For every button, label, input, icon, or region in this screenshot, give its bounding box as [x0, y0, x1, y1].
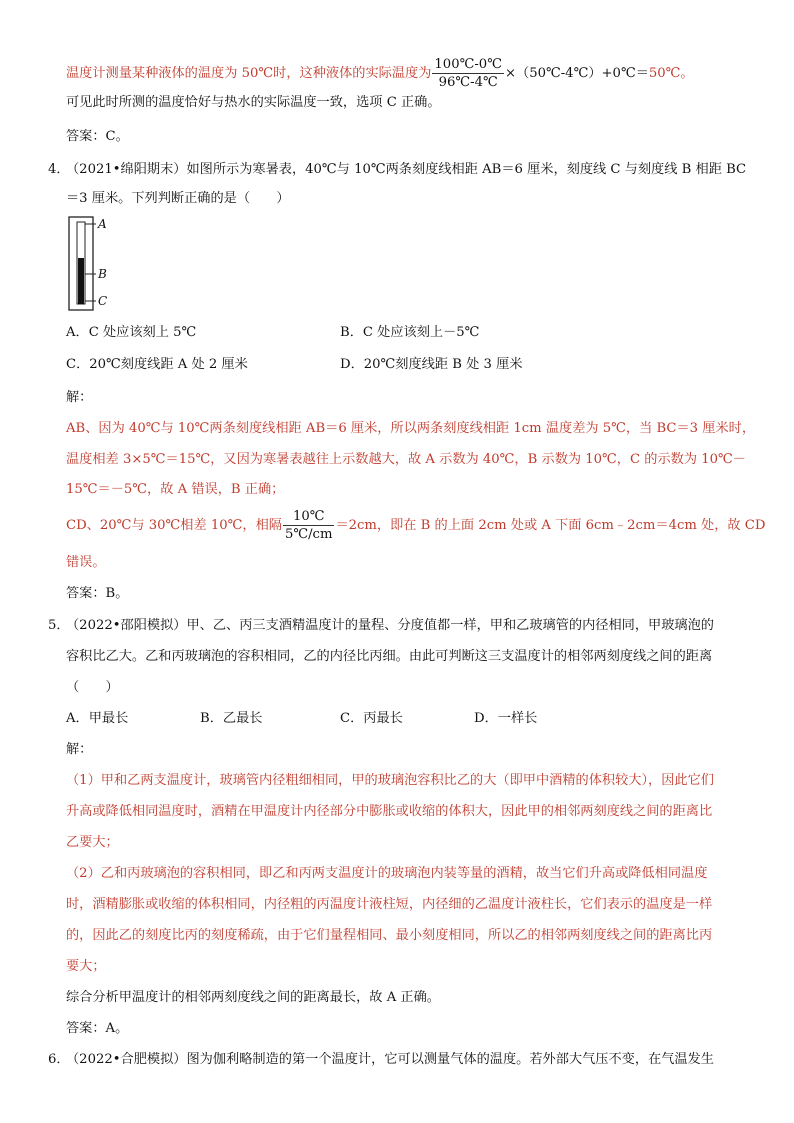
q3-calc-line — [66, 56, 694, 91]
q3-frac-num: 100℃-0℃ — [434, 57, 502, 72]
q4-option-c: C．20℃刻度线距 A 处 2 厘米 — [66, 357, 248, 372]
q5-sol-line8: 综合分析甲温度计的相邻两刻度线之间的距离最长，故 A 正确。 — [66, 990, 440, 1005]
q5-sol-line3: 乙要大； — [66, 835, 119, 850]
q3-conclusion: 可见此时所测的温度恰好与热水的实际温度一致，选项 C 正确。 — [66, 95, 441, 110]
q3-frac-den: 96℃-4℃ — [438, 75, 498, 90]
q4-option-a: A．C 处应该刻上 5℃ — [66, 325, 197, 340]
q5-sol-line7: 要大； — [66, 959, 106, 974]
q5-sol-line4: （2）乙和丙玻璃泡的容积相同，即乙和丙两支温度计的玻璃泡内装等量的酒精，故当它们升高或降低相同温度 — [66, 866, 708, 881]
q4-stem-line2: ＝3 厘米。下列判断正确的是（ ） — [66, 191, 290, 206]
q4-fraction — [283, 508, 334, 543]
q5-sol-line5: 时，酒精膨胀或收缩的体积相同，内径粗的丙温度计液柱短，内径细的乙温度计液柱长，它们表示的温度是一样 — [66, 897, 713, 912]
q4-option-d: D．20℃刻度线距 B 处 3 厘米 — [340, 357, 523, 372]
q4-frac-den: 5℃/cm — [284, 527, 333, 542]
q4-number: 4． — [48, 162, 70, 177]
q3-calc-suffix: ×（50℃-4℃）+0℃＝ — [504, 66, 649, 81]
figure-label-b: B — [98, 267, 107, 281]
q5-stem-line1: （2022•邵阳模拟）甲、乙、丙三支酒精温度计的量程、分度值都一样，甲和乙玻璃管的内径相同，甲玻璃泡的 — [66, 618, 714, 633]
q3-calc-result: 50℃。 — [648, 66, 694, 81]
q4-option-b: B．C 处应该刻上－5℃ — [340, 325, 480, 340]
figure-label-a: A — [98, 217, 107, 231]
q4-sol-line3: 15℃＝－5℃，故 A 错误，B 正确； — [66, 482, 285, 497]
q4-sol-line2: 温度相差 3×5℃＝15℃，又因为寒暑表越往上示数越大，故 A 示数为 40℃，B 示数为 10℃，C 的示数为 10℃－ — [66, 452, 746, 467]
q5-stem-line2: 容积比乙大。乙和丙玻璃泡的容积相同，乙的内径比丙细。由此可判断这三支温度计的相邻两刻度线之间的距离 — [66, 649, 713, 664]
q4-sol-line4-prefix: CD、20℃与 30℃相差 10℃，相隔 — [66, 518, 282, 533]
q4-solution-label: 解： — [66, 390, 93, 405]
q3-fraction — [432, 56, 504, 91]
q5-option-a: A．甲最长 — [66, 711, 129, 726]
q6-number: 6． — [48, 1052, 70, 1067]
q3-calc-prefix: 温度计测量某种液体的温度为 50℃时，这种液体的实际温度为 — [66, 66, 432, 81]
q4-sol-line1: AB、因为 40℃与 10℃两条刻度线相距 AB＝6 厘米，所以两条刻度线相距 1cm 温度差为 5℃，当 BC＝3 厘米时， — [66, 421, 756, 436]
q5-option-c: C．丙最长 — [340, 711, 403, 726]
q5-sol-line2: 升高或降低相同温度时，酒精在甲温度计内径部分中膨胀或收缩的体积大，因此甲的相邻两刻度线之间的距离比 — [66, 804, 713, 819]
q5-number: 5． — [48, 618, 70, 633]
q4-sol-line4 — [66, 508, 765, 543]
q5-stem-line3: （ ） — [66, 680, 119, 695]
q4-sol-line4-suffix: ＝2cm，即在 B 的上面 2cm 处或 A 下面 6cm﹣2cm＝4cm 处，故 CD — [335, 518, 766, 533]
q5-option-d: D．一样长 — [474, 711, 538, 726]
q5-sol-line6: 的，因此乙的刻度比丙的刻度稀疏，由于它们量程相同、最小刻度相同，所以乙的相邻两刻度线之间的距离比丙 — [66, 928, 713, 943]
q5-sol-line1: （1）甲和乙两支温度计，玻璃管内径粗细相同，甲的玻璃泡容积比乙的大（即甲中酒精的体积较大），因此它们 — [66, 773, 714, 788]
q4-sol-line5: 错误。 — [66, 555, 106, 570]
q5-solution-label: 解： — [66, 742, 93, 757]
q4-stem-line1: （2021•绵阳期末）如图所示为寒暑表，40℃与 10℃两条刻度线相距 AB＝6 厘米，刻度线 C 与刻度线 B 相距 BC — [66, 162, 747, 177]
q5-option-b: B．乙最长 — [200, 711, 263, 726]
q4-answer: 答案：B。 — [66, 586, 129, 601]
q4-frac-num: 10℃ — [283, 508, 334, 526]
q6-stem-line1: （2022•合肥模拟）图为伽利略制造的第一个温度计，它可以测量气体的温度。若外部大气压不变，在气温发生 — [66, 1052, 714, 1067]
q5-answer: 答案：A。 — [66, 1021, 129, 1036]
figure-label-c: C — [98, 294, 108, 308]
q3-answer: 答案：C。 — [66, 129, 129, 144]
